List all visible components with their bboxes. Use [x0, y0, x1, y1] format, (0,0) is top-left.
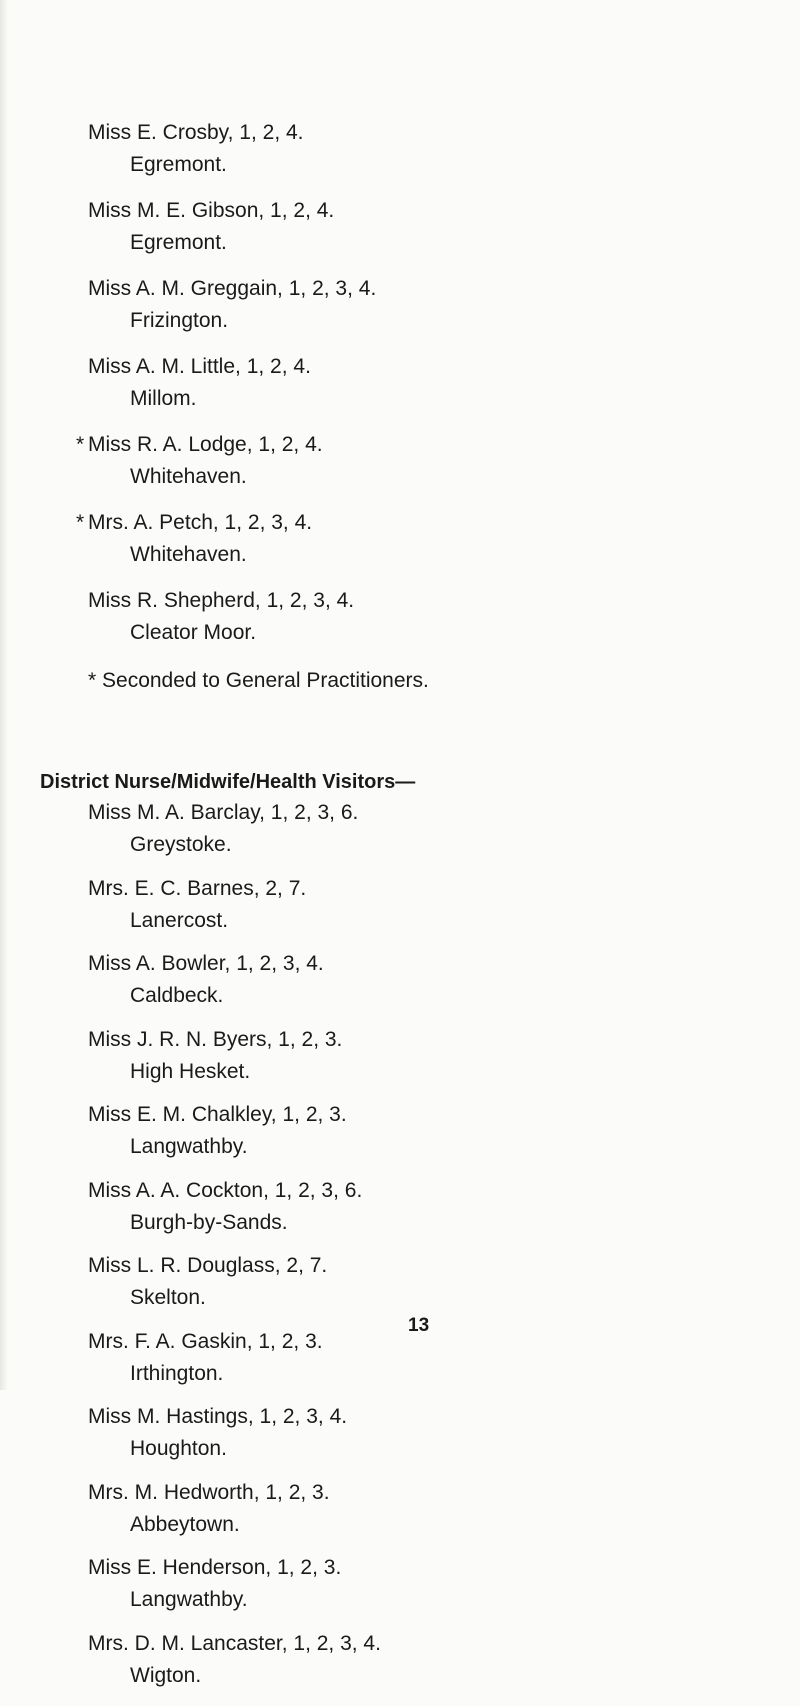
entry-place: Abbeytown. [130, 1512, 240, 1536]
entry-place: Millom. [130, 387, 197, 410]
entry-place: Lanercost. [130, 908, 229, 932]
entry-place: Egremont. [130, 231, 227, 254]
entry-name: Miss R. Shepherd, 1, 2, 3, 4. [88, 589, 355, 612]
entry-name: Miss E. Crosby, 1, 2, 4. [88, 121, 304, 144]
entry-name: Mrs. F. A. Gaskin, 1, 2, 3. [88, 1329, 323, 1353]
entry-place: Egremont. [130, 153, 227, 176]
entry-place: Caldbeck. [130, 984, 224, 1007]
page-number: 13 [408, 1315, 430, 1336]
entry-name: Mrs. D. M. Lancaster, 1, 2, 3, 4. [88, 1631, 381, 1655]
entry-place: Greystoke. [130, 833, 232, 856]
entry-place: Burgh-by-Sands. [130, 1210, 288, 1234]
page-edge [0, 0, 8, 1390]
entry-name: Miss M. Hastings, 1, 2, 3, 4. [88, 1405, 348, 1428]
entry-name: Miss L. R. Douglass, 2, 7. [88, 1254, 328, 1277]
entry-place: Irthington. [130, 1361, 224, 1385]
entry-name: Miss J. R. N. Byers, 1, 2, 3. [88, 1027, 343, 1051]
entry-place: Wigton. [130, 1663, 202, 1687]
entry-name: Miss M. A. Barclay, 1, 2, 3, 6. [88, 801, 359, 824]
entry-name: Mrs. E. C. Barnes, 2, 7. [88, 876, 307, 900]
entry-name: Miss A. Bowler, 1, 2, 3, 4. [88, 952, 324, 975]
entry-place: High Hesket. [130, 1059, 251, 1083]
seconded-marker: * [76, 511, 85, 534]
entry-place: Whitehaven. [130, 465, 247, 488]
entry-place: Houghton. [130, 1437, 227, 1460]
entry-place: Cleator Moor. [130, 621, 257, 644]
entry-name: Miss A. M. Greggain, 1, 2, 3, 4. [88, 277, 377, 300]
entry-name: Miss A. M. Little, 1, 2, 4. [88, 355, 311, 378]
entry-name: Miss M. E. Gibson, 1, 2, 4. [88, 199, 335, 222]
entry-name: Miss R. A. Lodge, 1, 2, 4. [88, 433, 323, 456]
entry-place: Langwathby. [130, 1135, 248, 1158]
entry-place: Langwathby. [130, 1588, 248, 1611]
entry-name: Mrs. A. Petch, 1, 2, 3, 4. [88, 511, 313, 534]
entry-place: Skelton. [130, 1286, 206, 1309]
entry-name: Mrs. M. Hedworth, 1, 2, 3. [88, 1480, 330, 1504]
entry-name: Miss A. A. Cockton, 1, 2, 3, 6. [88, 1178, 363, 1202]
seconded-marker: * [76, 433, 85, 456]
entry-place: Frizington. [130, 309, 229, 332]
entry-name: Miss E. M. Chalkley, 1, 2, 3. [88, 1103, 347, 1126]
entry-place: Whitehaven. [130, 543, 247, 566]
section-heading: District Nurse/Midwife/Health Visitors— [40, 771, 416, 793]
footnote: * Seconded to General Practitioners. [88, 669, 429, 692]
entry-name: Miss E. Henderson, 1, 2, 3. [88, 1556, 342, 1579]
